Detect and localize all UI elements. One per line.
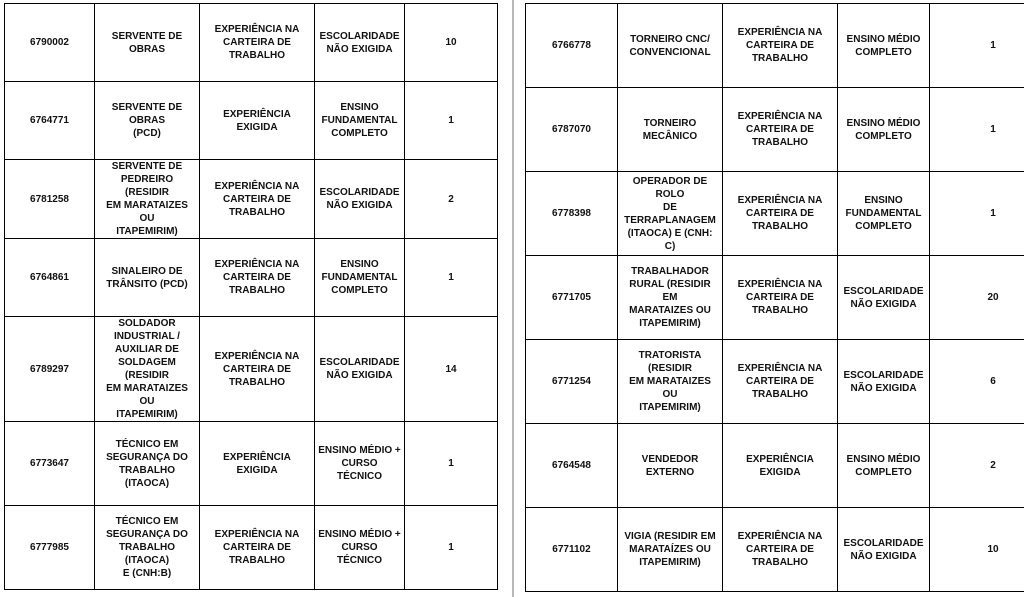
job-title: TRATORISTA (RESIDIR EM MARATAIZES OU ITAPEMIRIM) (618, 340, 723, 424)
experience-requirement: EXPERIÊNCIA NA CARTEIRA DE TRABALHO (200, 160, 315, 239)
education-requirement: ESCOLARIDADE NÃO EXIGIDA (315, 160, 405, 239)
vacancy-count: 1 (405, 239, 498, 317)
vacancy-code: 6764861 (5, 239, 95, 317)
education-requirement: ENSINO MÉDIO + CURSO TÉCNICO (315, 506, 405, 590)
experience-requirement: EXPERIÊNCIA NA CARTEIRA DE TRABALHO (200, 239, 315, 317)
vacancy-count: 6 (930, 340, 1024, 424)
vacancy-count: 10 (930, 508, 1024, 592)
experience-requirement: EXPERIÊNCIA NA CARTEIRA DE TRABALHO (723, 172, 838, 256)
education-requirement: ENSINO FUNDAMENTAL COMPLETO (315, 239, 405, 317)
experience-requirement: EXPERIÊNCIA NA CARTEIRA DE TRABALHO (200, 4, 315, 82)
table-row (526, 340, 1024, 424)
job-table-left (4, 3, 498, 590)
table-row (5, 82, 498, 160)
job-title: SOLDADOR INDUSTRIAL / AUXILIAR DE SOLDAGEM (RESIDIR EM MARATAIZES OU ITAPEMIRIM) (95, 317, 200, 422)
vacancy-count: 14 (405, 317, 498, 422)
education-requirement: ESCOLARIDADE NÃO EXIGIDA (838, 508, 930, 592)
job-title: SINALEIRO DE TRÂNSITO (PCD) (95, 239, 200, 317)
table-row (5, 422, 498, 506)
job-title: TORNEIRO MECÂNICO (618, 88, 723, 172)
vacancy-code: 6790002 (5, 4, 95, 82)
job-table-right (525, 3, 1024, 592)
experience-requirement: EXPERIÊNCIA NA CARTEIRA DE TRABALHO (723, 88, 838, 172)
table-row (526, 424, 1024, 508)
table-row (5, 317, 498, 422)
vacancy-count: 1 (405, 422, 498, 506)
vacancy-count: 1 (930, 172, 1024, 256)
education-requirement: ENSINO MÉDIO COMPLETO (838, 4, 930, 88)
experience-requirement: EXPERIÊNCIA NA CARTEIRA DE TRABALHO (723, 508, 838, 592)
vacancy-code: 6766778 (526, 4, 618, 88)
table-row (526, 4, 1024, 88)
vacancy-code: 6771254 (526, 340, 618, 424)
vacancy-code: 6787070 (526, 88, 618, 172)
vacancy-count: 1 (930, 4, 1024, 88)
education-requirement: ENSINO FUNDAMENTAL COMPLETO (315, 82, 405, 160)
vacancy-code: 6773647 (5, 422, 95, 506)
vacancy-count: 1 (405, 82, 498, 160)
job-title: VENDEDOR EXTERNO (618, 424, 723, 508)
experience-requirement: EXPERIÊNCIA NA CARTEIRA DE TRABALHO (200, 506, 315, 590)
experience-requirement: EXPERIÊNCIA EXIGIDA (723, 424, 838, 508)
vacancy-count: 2 (405, 160, 498, 239)
vacancy-code: 6771705 (526, 256, 618, 340)
job-title: TÉCNICO EM SEGURANÇA DO TRABALHO (ITAOCA) (95, 422, 200, 506)
table-row (526, 88, 1024, 172)
experience-requirement: EXPERIÊNCIA NA CARTEIRA DE TRABALHO (723, 256, 838, 340)
vacancy-code: 6764548 (526, 424, 618, 508)
job-title: SERVENTE DE PEDREIRO (RESIDIR EM MARATAIZES OU ITAPEMIRIM) (95, 160, 200, 239)
education-requirement: ESCOLARIDADE NÃO EXIGIDA (315, 4, 405, 82)
vacancy-count: 20 (930, 256, 1024, 340)
vacancy-count: 1 (405, 506, 498, 590)
education-requirement: ENSINO MÉDIO COMPLETO (838, 424, 930, 508)
table-row (5, 160, 498, 239)
vacancy-count: 10 (405, 4, 498, 82)
page-divider (512, 0, 514, 597)
vacancy-count: 2 (930, 424, 1024, 508)
table-row (526, 172, 1024, 256)
job-title: OPERADOR DE ROLO DE TERRAPLANAGEM (ITAOCA) E (CNH: C) (618, 172, 723, 256)
experience-requirement: EXPERIÊNCIA NA CARTEIRA DE TRABALHO (723, 340, 838, 424)
vacancy-code: 6778398 (526, 172, 618, 256)
vacancy-code: 6771102 (526, 508, 618, 592)
job-title: SERVENTE DE OBRAS (95, 4, 200, 82)
job-title: SERVENTE DE OBRAS (PCD) (95, 82, 200, 160)
job-title: TRABALHADOR RURAL (RESIDIR EM MARATAIZES OU ITAPEMIRIM) (618, 256, 723, 340)
job-title: VIGIA (RESIDIR EM MARATAÍZES OU ITAPEMIRIM) (618, 508, 723, 592)
experience-requirement: EXPERIÊNCIA NA CARTEIRA DE TRABALHO (200, 317, 315, 422)
table-row (5, 506, 498, 590)
vacancy-count: 1 (930, 88, 1024, 172)
job-title: TORNEIRO CNC/ CONVENCIONAL (618, 4, 723, 88)
table-row (526, 256, 1024, 340)
table-row (526, 508, 1024, 592)
vacancy-code: 6764771 (5, 82, 95, 160)
experience-requirement: EXPERIÊNCIA EXIGIDA (200, 82, 315, 160)
education-requirement: ENSINO MÉDIO COMPLETO (838, 88, 930, 172)
experience-requirement: EXPERIÊNCIA EXIGIDA (200, 422, 315, 506)
table-row (5, 4, 498, 82)
vacancy-code: 6777985 (5, 506, 95, 590)
education-requirement: ENSINO MÉDIO + CURSO TÉCNICO (315, 422, 405, 506)
job-title: TÉCNICO EM SEGURANÇA DO TRABALHO (ITAOCA) E (CNH:B) (95, 506, 200, 590)
education-requirement: ENSINO FUNDAMENTAL COMPLETO (838, 172, 930, 256)
education-requirement: ESCOLARIDADE NÃO EXIGIDA (838, 256, 930, 340)
education-requirement: ESCOLARIDADE NÃO EXIGIDA (315, 317, 405, 422)
table-row (5, 239, 498, 317)
vacancy-code: 6789297 (5, 317, 95, 422)
experience-requirement: EXPERIÊNCIA NA CARTEIRA DE TRABALHO (723, 4, 838, 88)
education-requirement: ESCOLARIDADE NÃO EXIGIDA (838, 340, 930, 424)
vacancy-code: 6781258 (5, 160, 95, 239)
